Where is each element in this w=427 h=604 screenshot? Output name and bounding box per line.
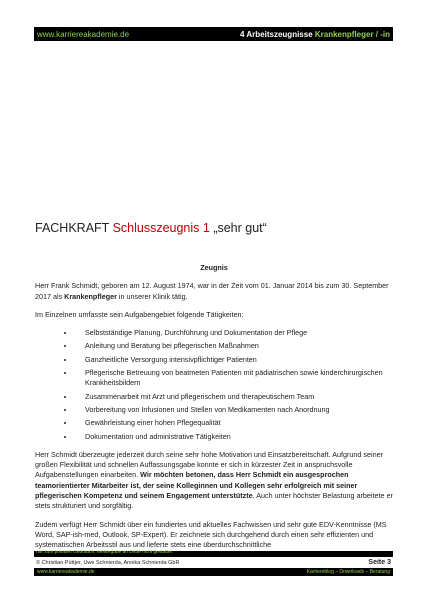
intro-paragraph: [35, 281, 393, 302]
evaluation-text-b: . Auch unter höchster Belastung arbeitete er stets strukturiert und sorgfältig.: [35, 491, 393, 511]
footer-links[interactable]: Karriereblog – Downloads – Beratung: [306, 569, 390, 575]
footer-bar: [34, 568, 393, 576]
footer-copyright-line: [36, 559, 391, 566]
footer-copyright: © Christian Püttjer, Uwe Schnierda, Annika Schnierda GbR: [36, 559, 180, 566]
skills-paragraph: Zudem verfügt Herr Schmidt über ein fundiertes und aktuelles Fachwissen und sehr gute EDV-Kenntnisse (MS Word, SAP-ish-med, Outlook, SP-Expert). Er zeichnete sich durchgehend durch einen sehr effizienten und systematischen Arbeitsstil aus und lieferte stets eine überdurchschnittliche: [35, 519, 387, 550]
task-item: • Zusammenarbeit mit Arzt und pflegerischem und therapeutischem Team: [75, 392, 393, 402]
task-item: • Ganzheitliche Versorgung intensivpflichtiger Patienten: [75, 355, 393, 365]
intro-text-b: in unserer Klinik tätig.: [116, 291, 188, 301]
tasks-intro: Im Einzelnen umfasste sein Aufgabengebiet folgende Tätigkeiten:: [35, 309, 244, 319]
title-highlight: Schlusszeugnis 1: [112, 221, 210, 235]
header-title-prefix: 4 Arbeitszeugnisse: [240, 29, 315, 39]
title-grade: „sehr gut“: [209, 221, 267, 235]
footer-site-link[interactable]: www.karriereakademie.de: [37, 569, 95, 575]
task-item: • Selbstständige Planung, Durchführung und Dokumentation der Pflege: [75, 328, 393, 338]
certificate-heading: Zeugnis: [200, 263, 228, 272]
header-title-accent: Krankenpfleger / -in: [314, 29, 390, 39]
task-item: • Vorbereitung von Infusionen und Stellen von Medikamenten nach Anordnung: [75, 405, 393, 415]
page-number: Seite 3: [368, 559, 391, 566]
task-list: [35, 328, 393, 442]
evaluation-text-a: Herr Schmidt überzeugte jederzeit durch seine sehr hohe Motivation und Einsatzbereitschaft. Aufgrund seiner großen Flexibilität und schnellen Auffassungsgabe konnte er sich in kürzester Zeit in anspruchsvolle Aufgabenstellungen einarbeiten.: [35, 449, 383, 480]
intro-text-a: Herr Frank Schmidt, geboren am 12. August 1974, war in der Zeit vom 01. Januar 2014 bis zum 30. September 2017 als: [35, 281, 389, 301]
title-prefix: FACHKRAFT: [35, 221, 113, 235]
task-item: • Gewährleistung einer hohen Pflegequalität: [75, 418, 393, 428]
task-item: • Anleitung und Beratung bei pflegerischen Maßnahmen: [75, 341, 393, 351]
header-title: [240, 30, 390, 39]
header-site-url: www.karriereakademie.de: [37, 29, 130, 39]
certificate-body: [35, 263, 393, 559]
task-item: • Pflegerische Betreuung von beatmeten Patienten mit pädiatrischen sowie kinderchirurgischen Krankheitsbildern: [75, 368, 393, 389]
evaluation-paragraph: [35, 450, 393, 512]
page-header-bar: [34, 27, 393, 41]
intro-job-title: Krankenpfleger: [64, 291, 117, 301]
footer-usage-note: nur zum privaten Gebrauch, Weitergabe an Dritte nicht gestattet: [36, 550, 172, 555]
evaluation-highlight: Wir möchten betonen, dass Herr Schmidt ein ausgesprochen teamorientierter Mitarbeiter ist, der seine Kolleginnen und Kollegen sehr erfolgreich mit seiner pflegerischen Kompetenz und seinem Engagement unterstützte: [35, 470, 358, 501]
document-title: [35, 221, 267, 235]
task-item: • Dokumentation und administrative Tätigkeiten: [75, 432, 393, 442]
